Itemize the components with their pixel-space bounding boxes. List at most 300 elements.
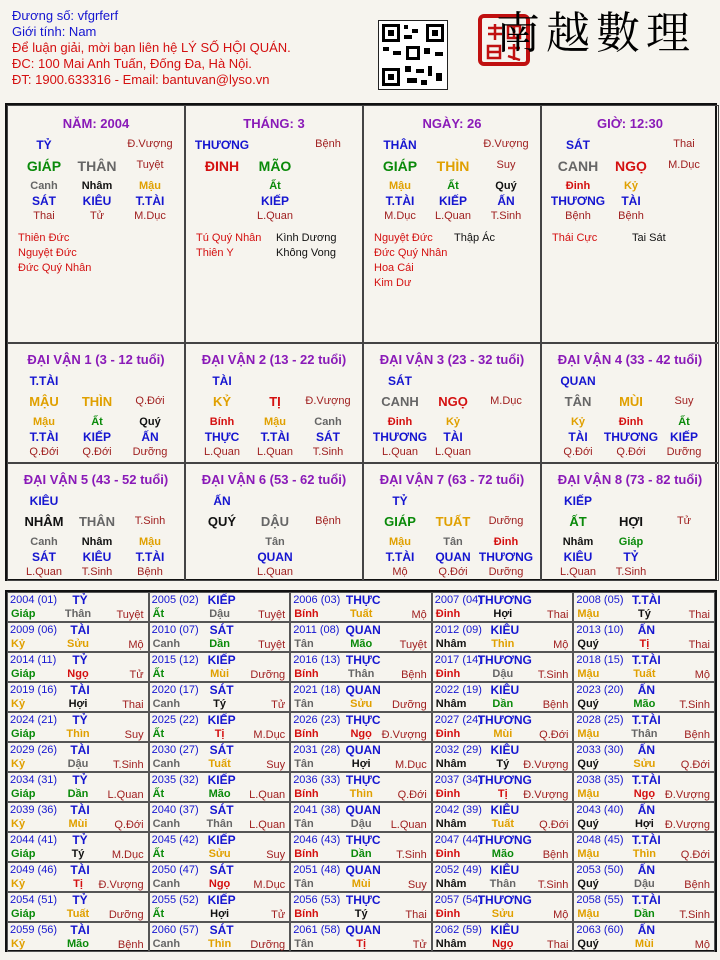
year-branch: Mùi (634, 938, 654, 950)
luck-god: TỶ (392, 494, 408, 508)
hidden-stem: Đinh (618, 416, 644, 428)
luck-branch: HỢI (618, 514, 644, 529)
phone-email: ĐT: 1900.633316 - Email: bantuvan@lyso.vn (12, 72, 270, 87)
year-label: 2053 (50) (576, 864, 624, 876)
year-god: KIÊU (490, 923, 520, 937)
pillar-branch: MÃO (258, 158, 292, 174)
year-label: 2048 (45) (576, 834, 624, 846)
hidden-god: T.TÀI (385, 550, 415, 564)
year-stem: Kỷ (11, 878, 26, 890)
pillar-cell (7, 105, 185, 343)
pillar-title: GIỜ: 12:30 (596, 116, 663, 131)
star-left: Kim Dư (374, 277, 412, 289)
pillar-star: Đ.Vượng (127, 138, 173, 150)
year-cell (7, 622, 149, 652)
year-life: Q.Đới (680, 759, 710, 771)
year-label: 2057 (54) (434, 894, 482, 906)
hidden-stem: Ất (447, 180, 459, 192)
pillar-god: SÁT (566, 138, 590, 152)
pillar-life: M.Dục (668, 159, 700, 171)
year-label: 2028 (25) (576, 714, 624, 726)
year-stem: Đinh (435, 788, 461, 800)
year-branch: Tý (71, 848, 85, 860)
year-cell (290, 682, 432, 712)
star-left: Nguyệt Đức (374, 232, 433, 244)
year-god: KIÊU (490, 803, 520, 817)
hidden-stem: Mậu (139, 180, 161, 192)
year-stem: Ất (152, 848, 165, 860)
year-god: ẤN (637, 803, 656, 817)
luck-stem: ẤT (569, 514, 587, 529)
year-god: ẤN (637, 683, 656, 697)
year-life: Dưỡng (392, 699, 427, 711)
year-god: T.TÀI (632, 713, 661, 727)
year-cell (432, 622, 574, 652)
hidden-stem: Nhâm (81, 180, 113, 192)
year-label: 2040 (37) (151, 804, 199, 816)
year-label: 2022 (19) (434, 684, 482, 696)
year-god: KIẾP (207, 593, 236, 607)
year-life: Thai (405, 909, 427, 921)
year-life: L.Quan (249, 789, 286, 801)
year-stem: Ất (152, 728, 165, 740)
year-label: 2038 (35) (576, 774, 624, 786)
year-stem: Kỷ (11, 698, 26, 710)
year-god: THỰC (345, 653, 381, 667)
luck-life: Bệnh (315, 515, 341, 527)
year-cell (573, 802, 715, 832)
year-branch: Tị (356, 938, 367, 950)
hidden-god: KIẾP (438, 194, 467, 208)
hidden-stem: Tân (443, 536, 463, 548)
year-branch: Ngọ (492, 938, 514, 950)
year-god: ẤN (637, 863, 656, 877)
year-life: Suy (266, 849, 286, 861)
year-cell (290, 622, 432, 652)
year-cell (573, 832, 715, 862)
year-label: 2026 (23) (293, 714, 341, 726)
year-branch: Tị (214, 728, 225, 740)
year-cell (573, 592, 715, 622)
luck-title: ĐẠI VẬN 3 (23 - 32 tuổi) (379, 352, 525, 367)
year-cell (149, 922, 291, 952)
year-label: 2025 (22) (151, 714, 199, 726)
luck-title: ĐẠI VẬN 6 (53 - 62 tuổi) (201, 472, 347, 487)
year-cell (7, 742, 149, 772)
luck-life: M.Dục (490, 395, 522, 407)
year-branch: Hợi (493, 608, 513, 620)
year-god: THƯƠNG (477, 833, 532, 847)
pillar-stem: CANH (557, 158, 599, 174)
year-god: QUAN (345, 803, 381, 817)
year-cell (432, 712, 574, 742)
year-label: 2029 (26) (10, 744, 58, 756)
year-cell (573, 712, 715, 742)
star-left: Nguyệt Đức (18, 247, 77, 259)
year-life: M.Dục (253, 879, 286, 891)
year-cell (149, 682, 291, 712)
year-label: 2044 (41) (10, 834, 58, 846)
year-cell (149, 862, 291, 892)
hidden-god: KIÊU (82, 194, 112, 208)
year-branch: Thân (64, 608, 92, 620)
year-stem: Tân (294, 878, 314, 890)
year-stem: Giáp (11, 788, 36, 800)
year-label: 2062 (59) (434, 924, 482, 936)
year-cell (573, 742, 715, 772)
year-branch: Ngọ (633, 788, 656, 800)
year-life: T.Sinh (537, 669, 569, 681)
year-god: ẤN (637, 923, 656, 937)
hidden-life: L.Quan (256, 446, 294, 458)
year-label: 2015 (12) (151, 654, 199, 666)
year-branch: Sửu (350, 698, 373, 710)
year-stem: Bính (294, 608, 319, 620)
pillar-god: TỶ (36, 138, 52, 152)
year-life: Thai (546, 609, 569, 621)
year-cell (290, 802, 432, 832)
brand-title: 南越數理 (496, 8, 696, 59)
year-life: Bệnh (401, 669, 427, 681)
hidden-god: QUAN (257, 550, 293, 564)
year-life: Dưỡng (108, 909, 144, 921)
hidden-god: TÀI (568, 430, 588, 444)
pillar-stem: GIÁP (382, 158, 418, 174)
luck-life: Tử (676, 515, 692, 527)
year-god: T.TÀI (632, 833, 661, 847)
year-life: Mộ (553, 909, 569, 921)
year-branch: Thân (348, 668, 375, 680)
pillar-cell (541, 105, 719, 343)
year-god: ẤN (637, 743, 656, 757)
star-right: Không Vong (276, 247, 336, 259)
hidden-god: KIẾP (82, 430, 111, 444)
year-life: Đ.Vượng (664, 819, 710, 831)
year-stem: Nhâm (435, 878, 467, 890)
year-god: TÀI (70, 923, 90, 937)
year-cell (7, 712, 149, 742)
year-label: 2042 (39) (434, 804, 482, 816)
hidden-stem: Bính (209, 416, 235, 428)
address: ĐC: 100 Mai Anh Tuấn, Đống Đa, Hà Nội. (12, 56, 252, 71)
year-life: Đ.Vượng (523, 759, 569, 771)
year-god: KIÊU (490, 743, 520, 757)
pillar-stem: ĐINH (204, 158, 240, 174)
hidden-life: Bệnh (565, 210, 591, 222)
hidden-stem: Ất (678, 416, 690, 428)
year-god: TỶ (72, 653, 88, 667)
year-cell (290, 862, 432, 892)
year-stem: Ất (152, 788, 165, 800)
year-life: Tử (412, 939, 427, 951)
year-stem: Kỷ (11, 758, 26, 770)
year-life: Thai (688, 639, 710, 651)
luck-cell (7, 343, 185, 463)
year-cell (149, 622, 291, 652)
luck-cell (363, 343, 541, 463)
year-branch: Dần (634, 908, 655, 920)
year-god: QUAN (345, 863, 381, 877)
contact-invite: Để luận giải, mời bạn liên hệ LÝ SỐ HỘI QUÁN. (12, 40, 291, 55)
year-label: 2008 (05) (576, 594, 624, 606)
year-cell (7, 592, 149, 622)
year-life: Bệnh (684, 729, 710, 741)
year-god: KIẾP (207, 653, 236, 667)
year-life: Thai (122, 699, 144, 711)
year-cell (149, 892, 291, 922)
hidden-god: T.TÀI (29, 430, 59, 444)
year-label: 2036 (33) (293, 774, 341, 786)
year-branch: Tị (497, 788, 508, 800)
year-label: 2059 (56) (10, 924, 58, 936)
hidden-life: Bệnh (137, 566, 163, 578)
year-god: THƯƠNG (477, 713, 532, 727)
luck-stem: CANH (381, 394, 419, 409)
year-label: 2045 (42) (151, 834, 199, 846)
year-life: Đ.Vượng (381, 729, 427, 741)
year-branch: Mão (208, 788, 231, 800)
year-god: T.TÀI (632, 653, 661, 667)
luck-god: KIÊU (29, 494, 59, 508)
year-branch: Dậu (634, 878, 655, 890)
year-god: TÀI (70, 743, 90, 757)
year-life: Suy (407, 879, 427, 891)
year-god: THỰC (345, 893, 381, 907)
year-label: 2061 (58) (293, 924, 341, 936)
hidden-stem: Mậu (33, 416, 55, 428)
year-life: Mộ (128, 639, 144, 651)
year-stem: Tân (294, 698, 314, 710)
year-label: 2058 (55) (576, 894, 624, 906)
luck-branch: NGỌ (438, 394, 468, 409)
luck-life: Đ.Vượng (305, 395, 351, 407)
luck-stem: MẬU (29, 394, 59, 409)
year-label: 2023 (20) (576, 684, 624, 696)
year-stem: Đinh (435, 848, 461, 860)
year-label: 2055 (52) (151, 894, 199, 906)
year-god: THỰC (345, 593, 381, 607)
year-god: THỰC (345, 833, 381, 847)
year-god: TỶ (72, 713, 88, 727)
year-life: Đ.Vượng (523, 789, 569, 801)
luck-title: ĐẠI VẬN 2 (13 - 22 tuổi) (201, 352, 347, 367)
star-right: Tai Sát (632, 232, 666, 244)
year-stem: Nhâm (435, 938, 467, 950)
hidden-life: Dưỡng (132, 446, 168, 458)
luck-god: TÀI (212, 374, 232, 388)
year-life: Thai (688, 609, 710, 621)
hidden-stem: Mậu (264, 416, 286, 428)
year-branch: Dậu (67, 758, 89, 770)
year-branch: Tý (637, 608, 651, 620)
year-branch: Dần (350, 848, 372, 860)
star-right: Kình Dương (276, 232, 337, 244)
year-stem: Kỷ (11, 938, 26, 950)
year-god: TÀI (70, 623, 90, 637)
hidden-god: T.TÀI (260, 430, 290, 444)
luck-title: ĐẠI VẬN 4 (33 - 42 tuổi) (557, 352, 703, 367)
year-god: THƯƠNG (477, 773, 532, 787)
year-cell (7, 892, 149, 922)
year-god: T.TÀI (632, 773, 661, 787)
year-cell (432, 742, 574, 772)
luck-branch: MÙI (619, 394, 643, 409)
year-god: THƯƠNG (477, 893, 532, 907)
star-left: Tú Quý Nhân (196, 232, 262, 244)
year-cell (573, 922, 715, 952)
year-branch: Mão (491, 848, 514, 860)
year-god: ẤN (637, 623, 656, 637)
hidden-god: KIÊU (82, 550, 112, 564)
year-cell (432, 922, 574, 952)
hidden-stem: Đinh (565, 180, 591, 192)
hidden-stem: Kỷ (445, 416, 461, 428)
year-branch: Tý (496, 758, 510, 770)
year-branch: Tý (354, 908, 368, 920)
luck-title: ĐẠI VẬN 1 (3 - 12 tuổi) (27, 352, 165, 367)
luck-god: KIẾP (563, 494, 592, 508)
year-branch: Tị (639, 638, 650, 650)
year-cell (7, 802, 149, 832)
hidden-stem: Mậu (389, 180, 411, 192)
year-stem: Ất (152, 668, 165, 680)
year-stem: Kỷ (11, 638, 26, 650)
hidden-god: T.TÀI (135, 194, 165, 208)
year-cell (290, 592, 432, 622)
hidden-god: SÁT (316, 430, 340, 444)
year-label: 2020 (17) (151, 684, 199, 696)
year-stem: Nhâm (435, 818, 467, 830)
hidden-life: L.Quan (434, 446, 472, 458)
year-life: Tuyệt (258, 609, 286, 621)
year-stem: Quý (577, 638, 599, 650)
year-life: Q.Đới (680, 849, 710, 861)
star-left: Đức Quý Nhân (374, 247, 448, 259)
hidden-stem: Mậu (139, 536, 161, 548)
year-god: TỶ (72, 893, 88, 907)
hidden-god: THƯƠNG (603, 430, 659, 444)
luck-title: ĐẠI VẬN 8 (73 - 82 tuổi) (557, 472, 703, 487)
year-label: 2060 (57) (151, 924, 199, 936)
year-label: 2037 (34) (434, 774, 482, 786)
year-god: KIÊU (490, 623, 520, 637)
year-label: 2041 (38) (293, 804, 341, 816)
star-left: Đức Quý Nhân (18, 262, 92, 274)
year-life: M.Dục (111, 849, 144, 861)
year-cell (149, 772, 291, 802)
year-god: QUAN (345, 623, 381, 637)
year-stem: Mậu (577, 848, 600, 860)
year-stem: Giáp (11, 608, 36, 620)
year-branch: Tuất (633, 668, 656, 680)
year-stem: Đinh (435, 608, 461, 620)
year-label: 2049 (46) (10, 864, 58, 876)
year-cell (149, 592, 291, 622)
year-cell (432, 682, 574, 712)
hidden-stem: Đinh (493, 536, 519, 548)
year-label: 2047 (44) (434, 834, 482, 846)
year-stem: Đinh (435, 668, 461, 680)
hidden-god: ẤN (497, 194, 515, 208)
hidden-stem: Kỷ (570, 416, 586, 428)
year-life: Mộ (411, 609, 427, 621)
year-life: M.Dục (395, 759, 427, 771)
hidden-life: L.Quan (256, 566, 294, 578)
year-label: 2013 (10) (576, 624, 624, 636)
year-label: 2034 (31) (10, 774, 58, 786)
year-label: 2043 (40) (576, 804, 624, 816)
hidden-stem: Quý (495, 180, 517, 192)
luck-branch: TUẤT (435, 514, 471, 529)
year-cell (573, 682, 715, 712)
year-label: 2033 (30) (576, 744, 624, 756)
year-life: Dưỡng (250, 939, 286, 951)
header-info (12, 8, 291, 88)
hidden-life: L.Quan (25, 566, 63, 578)
star-left: Thái Cực (552, 232, 598, 244)
hidden-god: THƯƠNG (550, 194, 606, 208)
luck-title: ĐẠI VẬN 5 (43 - 52 tuổi) (23, 472, 169, 487)
year-cell (7, 832, 149, 862)
hidden-god: KIẾP (669, 430, 698, 444)
year-branch: Tuất (66, 908, 90, 920)
year-god: T.TÀI (632, 893, 661, 907)
year-god: SÁT (209, 923, 234, 937)
year-life: Tuyệt (116, 609, 144, 621)
luck-stem: NHÂM (24, 514, 64, 529)
luck-cell (185, 463, 363, 581)
year-cell (290, 922, 432, 952)
hidden-life: Q.Đới (82, 446, 112, 458)
year-branch: Thân (489, 878, 516, 890)
qr-code-icon (378, 20, 448, 90)
year-branch: Hợi (210, 908, 230, 920)
year-life: T.Sinh (396, 849, 427, 861)
luck-life: Suy (674, 395, 694, 407)
hidden-life: Thai (33, 210, 55, 222)
year-stem: Canh (152, 698, 181, 710)
luck-god: SÁT (388, 374, 412, 388)
year-life: Tuyệt (399, 639, 427, 651)
hidden-life: Dưỡng (488, 566, 524, 578)
year-life: Đ.Vượng (98, 879, 144, 891)
year-label: 2039 (36) (10, 804, 58, 816)
year-branch: Dần (209, 638, 230, 650)
year-label: 2009 (06) (10, 624, 58, 636)
pillar-branch: THÌN (436, 158, 470, 174)
year-stem: Bính (294, 848, 319, 860)
hidden-god: THƯƠNG (478, 550, 534, 564)
luck-stem: TÂN (564, 394, 592, 409)
year-god: KIẾP (207, 893, 236, 907)
year-label: 2014 (11) (10, 654, 57, 666)
year-branch: Thìn (349, 788, 373, 800)
year-god: KIẾP (207, 833, 236, 847)
year-life: Dưỡng (250, 669, 286, 681)
year-label: 2016 (13) (293, 654, 341, 666)
luck-cell (363, 463, 541, 581)
pillar-god: THÂN (383, 138, 417, 152)
year-branch: Mùi (351, 878, 371, 890)
year-branch: Tý (213, 698, 227, 710)
year-branch: Hợi (634, 818, 654, 830)
year-life: Tử (271, 699, 286, 711)
year-god: QUAN (345, 923, 381, 937)
luck-cell (185, 343, 363, 463)
year-cell (7, 862, 149, 892)
year-life: L.Quan (107, 789, 144, 801)
year-label: 2004 (01) (10, 594, 58, 606)
